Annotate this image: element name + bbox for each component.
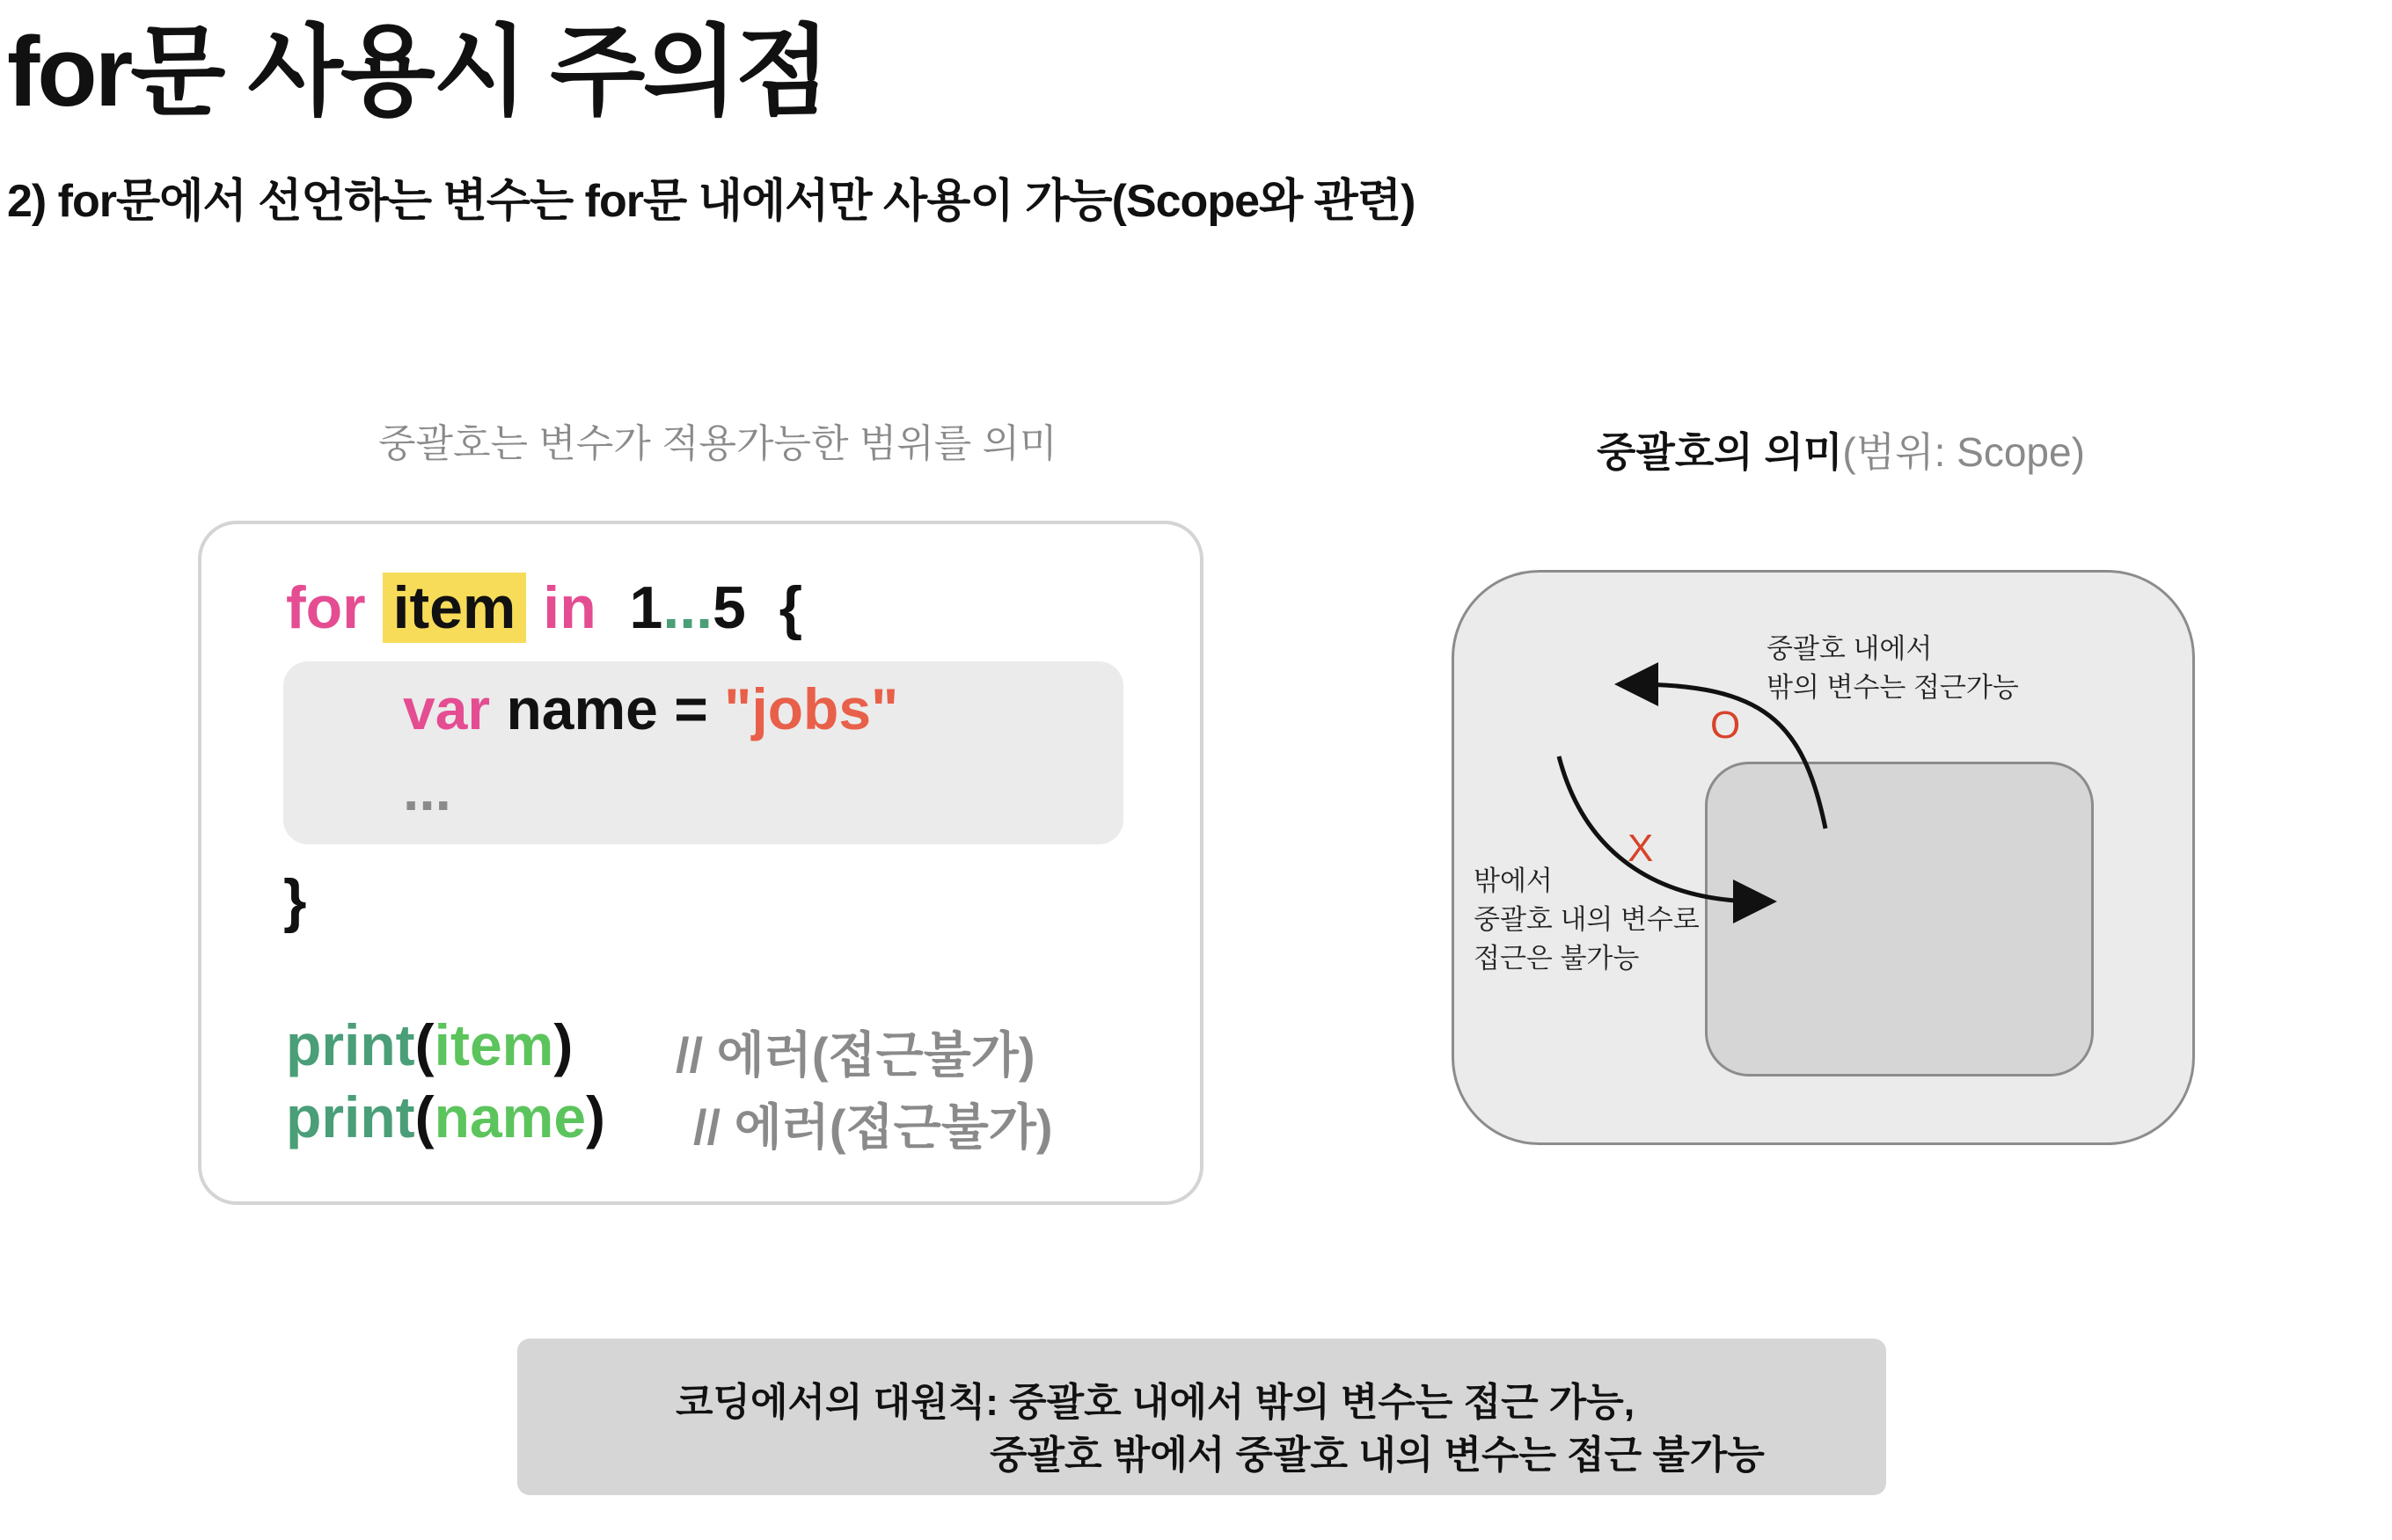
- paren-open: (: [414, 1012, 435, 1077]
- page-title: for문 사용시 주의점: [7, 17, 828, 127]
- brace-close: }: [283, 867, 307, 934]
- keyword-for: for: [286, 574, 366, 641]
- name-assignment: name =: [506, 676, 708, 741]
- brace-open: {: [779, 574, 803, 641]
- mark-allowed: O: [1710, 704, 1741, 747]
- note-no-line1: 밖에서: [1474, 865, 1553, 896]
- mark-denied: X: [1628, 827, 1654, 870]
- arrow-outside-to-inside: [1559, 756, 1759, 901]
- string-literal: "jobs": [724, 676, 899, 741]
- note-ok-line2: 밖의 변수는 접근가능: [1767, 672, 2019, 703]
- comment-error-name: // 에러(접근불가): [693, 1099, 1053, 1155]
- highlighted-loop-variable: item: [383, 573, 527, 643]
- principle-line2: 중괄호 밖에서 중괄호 내의 변수는 접근 불가능: [990, 1434, 1765, 1477]
- note-no-line3: 접근은 불가능: [1474, 943, 1640, 974]
- page-subtitle: 2) for문에서 선언하는 변수는 for문 내에서만 사용이 가능(Scope와 관련): [7, 176, 1415, 227]
- argument-item: item: [434, 1012, 554, 1077]
- function-print: print: [286, 1084, 415, 1150]
- function-print: print: [286, 1012, 415, 1077]
- arrow-inside-to-outside: [1632, 684, 1825, 828]
- code-ellipsis: ...: [403, 757, 452, 822]
- range-end: 5: [713, 574, 746, 641]
- paren-close: ): [553, 1012, 574, 1077]
- keyword-var: var: [403, 676, 491, 741]
- range-start: 1: [629, 574, 663, 641]
- argument-name: name: [434, 1084, 587, 1150]
- note-ok-line1: 중괄호 내에서: [1767, 633, 1933, 664]
- range-operator: ...: [662, 574, 713, 641]
- scope-title-paren: (범위: Scope): [1842, 429, 2085, 475]
- principle-line1: 코딩에서의 대원칙: 중괄호 내에서 밖의 변수는 접근 가능,: [676, 1381, 1635, 1424]
- paren-open: (: [414, 1084, 435, 1150]
- code-caption: 중괄호는 변수가 적용가능한 범위를 의미: [378, 422, 1057, 465]
- scope-title-bold: 중괄호의 의미: [1597, 429, 1843, 475]
- keyword-in: in: [543, 574, 596, 641]
- comment-error-item: // 에러(접근불가): [676, 1027, 1035, 1083]
- note-no-line2: 중괄호 내의 변수로: [1474, 904, 1700, 935]
- paren-close: ): [586, 1084, 606, 1150]
